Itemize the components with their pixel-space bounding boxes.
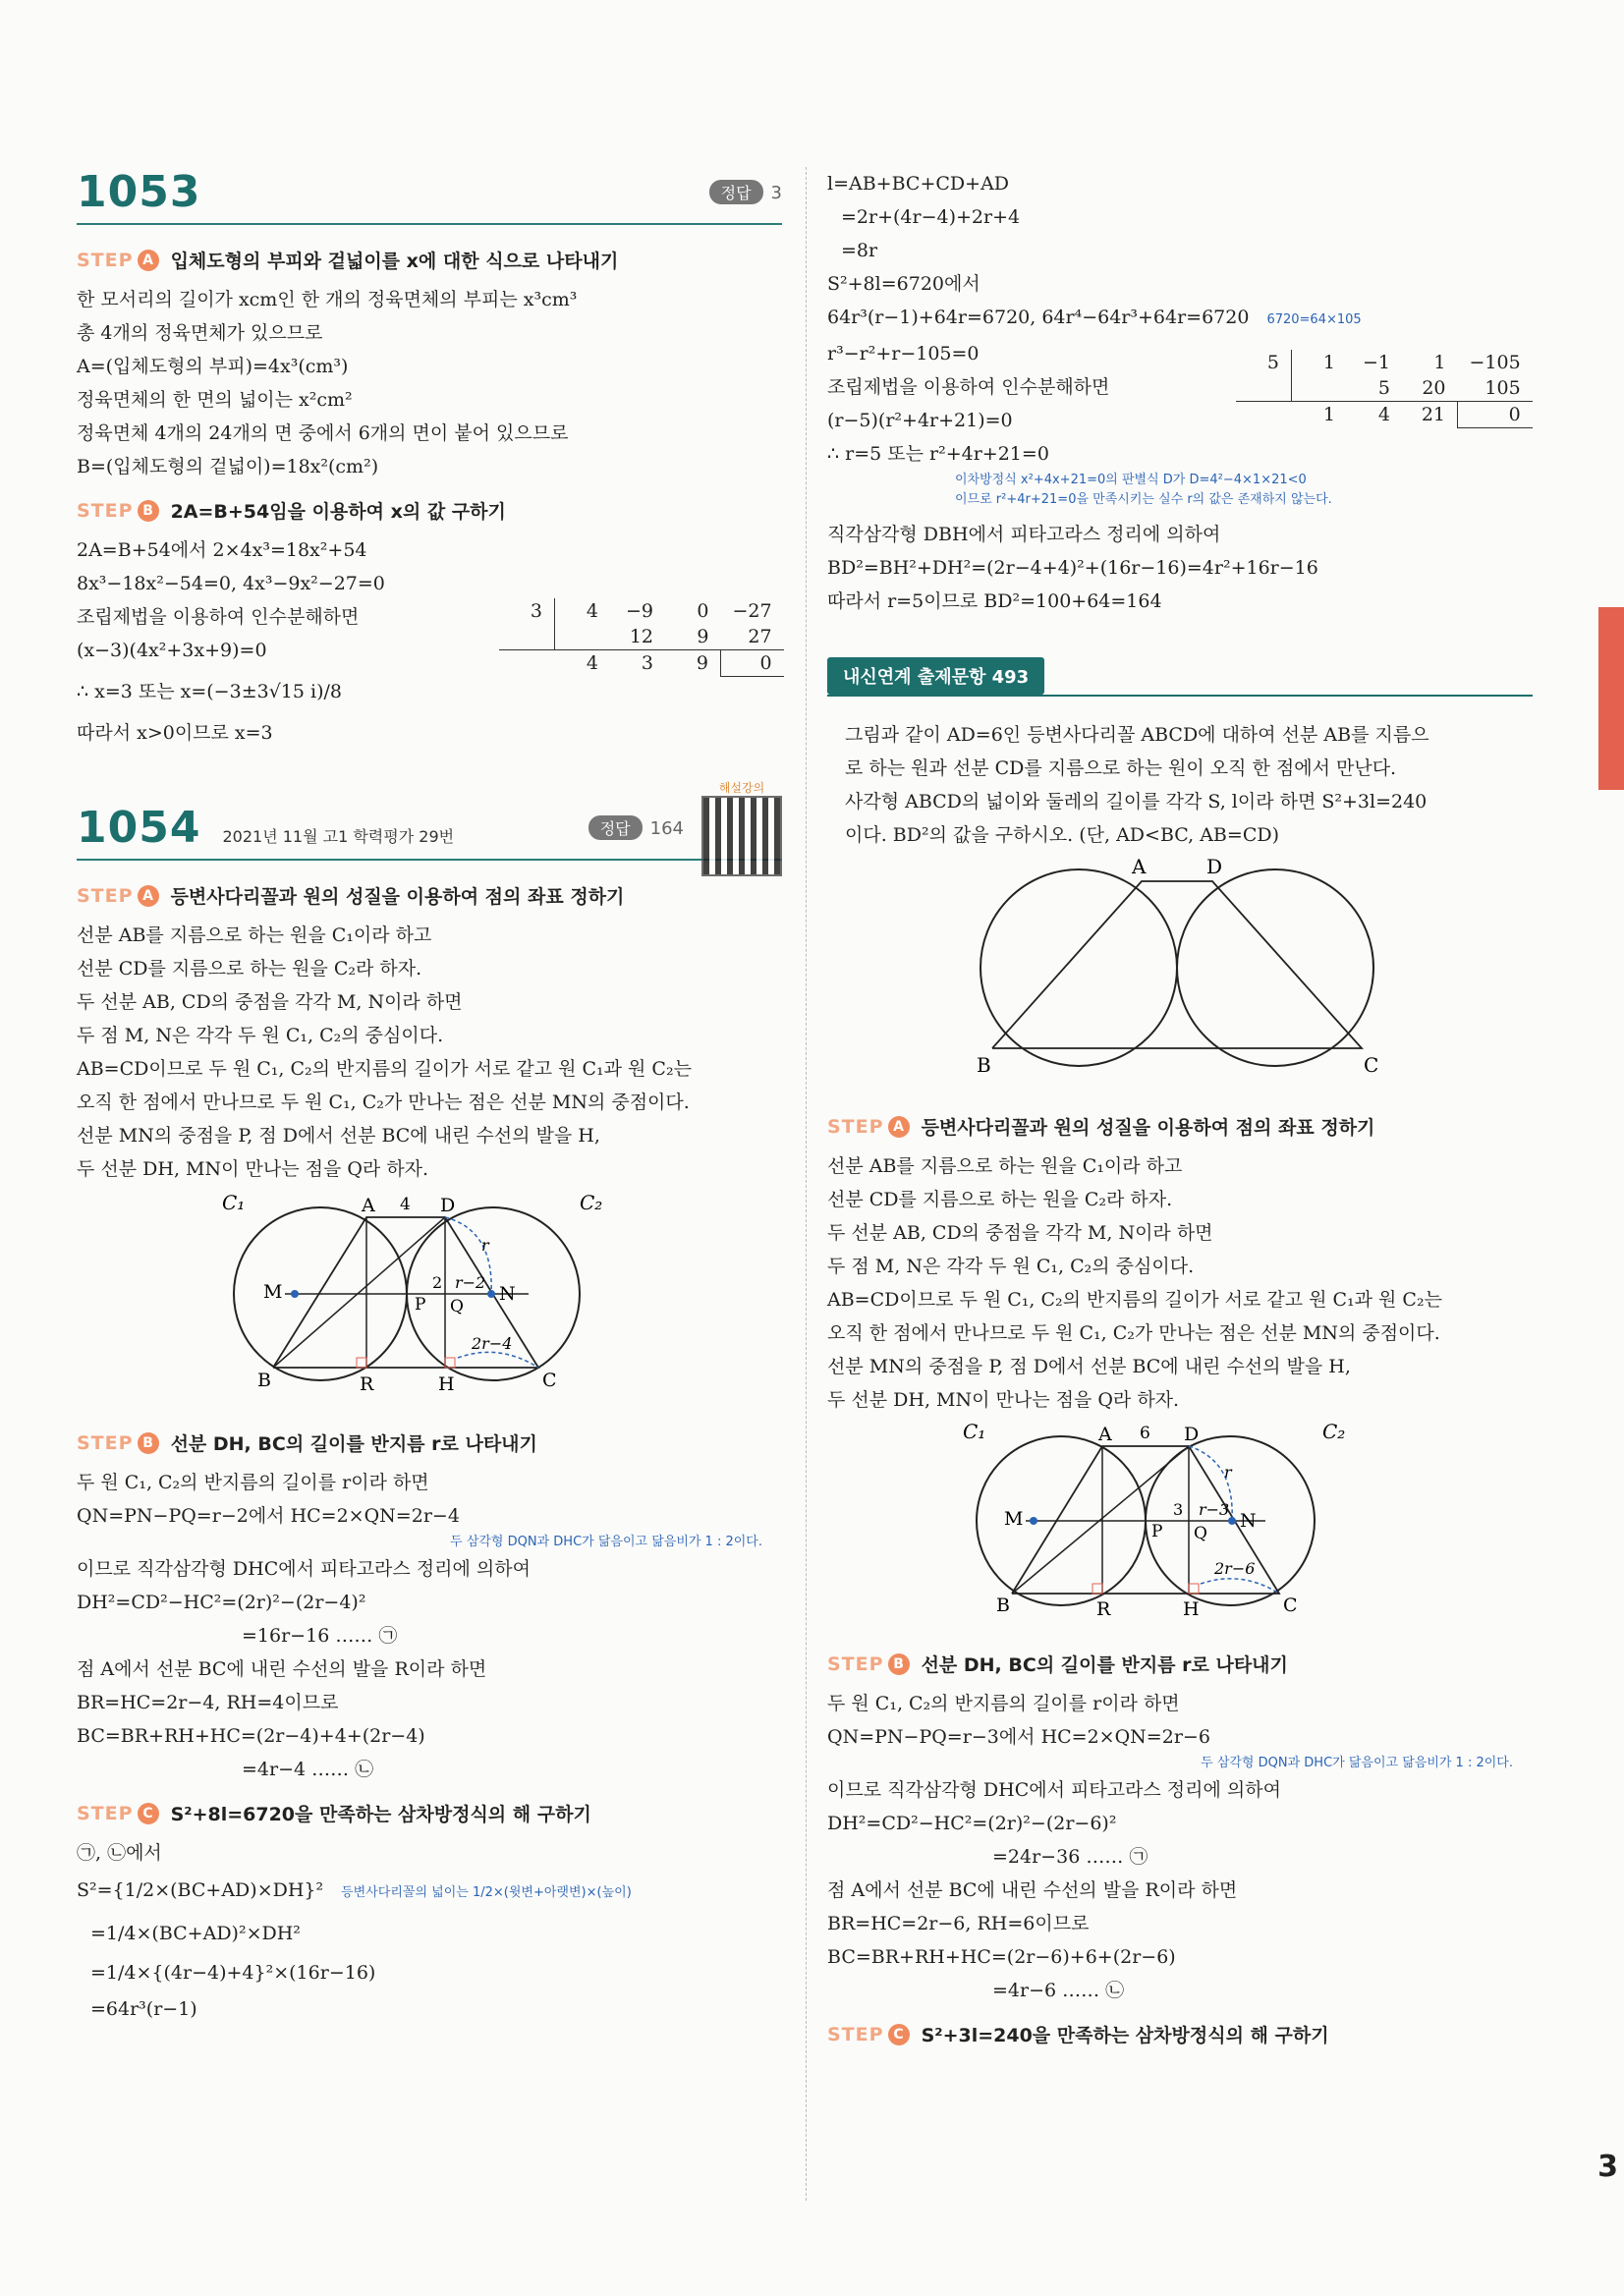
solution-line: 선분 CD를 지름으로 하는 원을 C₂라 하자. (827, 1189, 1173, 1210)
step-badge: A (138, 885, 159, 907)
synth-cell: 3 (641, 652, 653, 675)
solution-line: 두 원 C₁, C₂의 반지름의 길이를 r이라 하면 (827, 1693, 1180, 1714)
solution-line: BC=BR+RH+HC=(2r−6)+6+(2r−6) (827, 1946, 1176, 1968)
label-c: C (1283, 1595, 1298, 1616)
problem-1053-header (77, 167, 782, 225)
label-a: A (362, 1195, 375, 1216)
solution-line: 정육면체의 한 면의 넓이는 x²cm² (77, 389, 353, 411)
continuation-block (827, 167, 1533, 618)
label-h: H (1183, 1598, 1200, 1620)
side-note: 이므로 r²+4r+21=0을 만족시키는 실수 r의 값은 존재하지 않는다. (955, 492, 1332, 507)
synth-cell: 9 (697, 626, 709, 647)
answer-tag: 정답 (588, 815, 643, 840)
solution-line: AB=CD이므로 두 원 C₁, C₂의 반지름의 길이가 서로 같고 원 C₁과 원 C₂는 (77, 1058, 692, 1080)
label-d: D (440, 1195, 456, 1216)
label-n: N (1240, 1510, 1257, 1532)
point-n (487, 1290, 495, 1298)
label-b: B (977, 1053, 991, 1077)
solution-line-with-note (827, 301, 1533, 337)
solution-line: 조립제법을 이용하여 인수분해하면 (77, 606, 360, 628)
solution-line: 두 선분 AB, CD의 중점을 각각 M, N이라 하면 (827, 1222, 1213, 1244)
circle-cd (1177, 869, 1373, 1066)
solution-line: 오직 한 점에서 만나므로 두 원 C₁, C₂가 만나는 점은 선분 MN의 중점이다. (827, 1322, 1440, 1344)
label-c: C (1364, 1053, 1379, 1077)
synth-cell: −27 (732, 600, 772, 622)
label-c1: C₁ (963, 1420, 986, 1443)
step-title: 선분 DH, BC의 길이를 반지름 r로 나타내기 (170, 1433, 537, 1455)
solution-line: 점 A에서 선분 BC에 내린 수선의 발을 R이라 하면 (827, 1879, 1238, 1901)
solution-line: B=(입체도형의 겉넓이)=18x²(cm²) (77, 456, 379, 477)
solution-line: 선분 AB를 지름으로 하는 원을 C₁이라 하고 (77, 924, 432, 946)
label-radius: r (1224, 1463, 1232, 1482)
right-angle-r (357, 1358, 366, 1368)
answer-value: 3 (770, 183, 782, 203)
step-a-heading (827, 1113, 1533, 1140)
solution-line: =64r³(r−1) (90, 1998, 197, 2020)
step-title: 입체도형의 부피와 겉넓이를 x에 대한 식으로 나타내기 (170, 251, 619, 272)
label-ad-length: 4 (400, 1195, 411, 1214)
point-m (1030, 1517, 1037, 1525)
label-d: D (1206, 855, 1223, 878)
label-qn-length: r−3 (1199, 1500, 1230, 1519)
label-a: A (1132, 855, 1147, 878)
synthetic-division-1053 (499, 598, 784, 677)
answer (709, 180, 782, 204)
step-badge: B (888, 1653, 910, 1675)
answer (588, 815, 684, 840)
step-title: 등변사다리꼴과 원의 성질을 이용하여 점의 좌표 정하기 (921, 1117, 1375, 1139)
label-ad-length: 6 (1140, 1424, 1150, 1443)
solution-line-with-note (77, 1870, 782, 1914)
synth-cell: 105 (1484, 377, 1521, 399)
solution-line: 두 원 C₁, C₂의 반지름의 길이를 r이라 하면 (77, 1472, 429, 1493)
solution-line: 오직 한 점에서 만나므로 두 원 C₁, C₂가 만나는 점은 선분 MN의 중점이다. (77, 1092, 690, 1113)
question-line: 그림과 같이 AD=6인 등변사다리꼴 ABCD에 대하여 선분 AB를 지름으 (845, 724, 1429, 746)
solution-line: 따라서 x>0이므로 x=3 (77, 722, 273, 744)
step-a-heading (77, 247, 782, 273)
label-r: R (360, 1373, 374, 1395)
synthetic-division-1054 (1236, 350, 1533, 428)
solution-line: DH²=CD²−HC²=(2r)²−(2r−6)² (827, 1813, 1117, 1834)
solution-line: =1/4×(BC+AD)²×DH² (90, 1923, 301, 1944)
column-divider (806, 167, 807, 2201)
solution-line: l=AB+BC+CD+AD (827, 173, 1010, 195)
solution-line: 따라서 r=5이므로 BD²=100+64=164 (827, 590, 1162, 612)
label-c1: C₁ (222, 1191, 246, 1214)
label-pq-length: 2 (432, 1273, 443, 1292)
solution-line: QN=PN−PQ=r−3에서 HC=2×QN=2r−6 (827, 1726, 1210, 1748)
solution-line: 선분 MN의 중점을 P, 점 D에서 선분 BC에 내린 수선의 발을 H, (77, 1125, 600, 1147)
question-line: 사각형 ABCD의 넓이와 둘레의 길이를 각각 S, l이라 하면 S²+3l=240 (845, 791, 1428, 812)
solution-line: 두 선분 DH, MN이 만나는 점을 Q라 하자. (77, 1158, 429, 1180)
solution-line: 이므로 직각삼각형 DHC에서 피타고라스 정리에 의하여 (827, 1779, 1281, 1801)
label-q: Q (1194, 1524, 1207, 1543)
synth-root: 5 (1236, 350, 1292, 375)
label-hc-length: 2r−6 (1214, 1559, 1256, 1578)
synth-cell: 1 (1433, 352, 1446, 373)
solution-line: A=(입체도형의 부피)=4x³(cm³) (77, 356, 349, 377)
synth-cell: −105 (1469, 352, 1521, 373)
solution-line: QN=PN−PQ=r−2에서 HC=2×QN=2r−4 (77, 1505, 460, 1527)
step-label: STEP (827, 2023, 884, 2045)
solution-line: =1/4×{(4r−4)+4}²×(16r−16) (90, 1962, 376, 1984)
synth-cell: 4 (586, 600, 598, 622)
solution-line: =16r−16 …… ㉠ (242, 1625, 398, 1647)
synth-cell: −1 (1362, 352, 1390, 373)
synth-cell: 0 (721, 650, 784, 677)
step-c-heading (827, 2021, 1533, 2047)
solution-line: S²={1/2×(BC+AD)×DH}² (77, 1879, 324, 1901)
step-b-body (77, 533, 782, 750)
step-title: 선분 DH, BC의 길이를 반지름 r로 나타내기 (921, 1654, 1288, 1676)
solution-line: 8x³−18x²−54=0, 4x³−9x²−27=0 (77, 573, 385, 594)
synth-cell: 0 (697, 600, 709, 622)
right-column (827, 167, 1533, 2057)
step-title: 2A=B+54임을 이용하여 x의 값 구하기 (170, 501, 506, 523)
right-angle-h (1189, 1584, 1199, 1594)
point-m (291, 1290, 299, 1298)
chapter-tab (1598, 607, 1624, 790)
solution-line: 선분 MN의 중점을 P, 점 D에서 선분 BC에 내린 수선의 발을 H, (827, 1356, 1351, 1377)
problem-source: 2021년 11월 고1 학력평가 29번 (222, 827, 455, 846)
synth-cell: 1 (1322, 352, 1335, 373)
step-a-heading (77, 882, 782, 909)
step-c-heading (77, 1800, 782, 1826)
label-p: P (1151, 1522, 1163, 1541)
solution-line: 이므로 직각삼각형 DHC에서 피타고라스 정리에 의하여 (77, 1558, 531, 1580)
solution-line: 정육면체 4개의 24개의 면 중에서 6개의 면이 붙어 있으므로 (77, 422, 569, 444)
qr-code-icon[interactable] (701, 796, 782, 876)
label-hc-length: 2r−4 (472, 1334, 513, 1353)
synth-cell: 0 (1458, 402, 1533, 428)
synth-cell (555, 624, 611, 650)
solution-line: BD²=BH²+DH²=(2r−4+4)²+(16r−16)=4r²+16r−16 (827, 557, 1318, 579)
synth-cell: 20 (1422, 377, 1446, 399)
solution-line: ㉠, ㉡에서 (77, 1842, 162, 1864)
solution-line: =8r (841, 240, 878, 261)
synth-cell (1292, 375, 1348, 402)
synth-cell: 9 (696, 652, 708, 675)
step-label: STEP (77, 499, 134, 522)
solution-line: 점 A에서 선분 BC에 내린 수선의 발을 R이라 하면 (77, 1658, 487, 1680)
label-p: P (415, 1295, 426, 1315)
solution-line: =4r−4 …… ㉡ (242, 1759, 374, 1780)
solution-line: 조립제법을 이용하여 인수분해하면 (827, 376, 1110, 398)
step-label: STEP (77, 1431, 134, 1454)
step-badge: A (138, 250, 159, 271)
right-angle-r (1092, 1584, 1102, 1594)
label-b: B (257, 1370, 271, 1391)
question-line: 이다. BD²의 값을 구하시오. (단, AD<BC, AB=CD) (845, 824, 1279, 846)
side-note: 6720=64×105 (1266, 312, 1362, 327)
label-n: N (499, 1283, 516, 1305)
hc-arc (458, 1352, 538, 1368)
figure-related (955, 1417, 1368, 1633)
label-qn-length: r−2 (455, 1273, 486, 1292)
problem-number: 1054 (77, 803, 201, 853)
step-badge: A (888, 1116, 910, 1138)
label-d: D (1184, 1424, 1200, 1445)
solution-line: 선분 CD를 지름으로 하는 원을 C₂라 하자. (77, 958, 422, 980)
synth-cell: 5 (1377, 377, 1390, 399)
label-c2: C₂ (1322, 1420, 1346, 1443)
label-m: M (263, 1281, 283, 1303)
step-label: STEP (827, 1115, 884, 1138)
qr-label: 해설강의 (718, 781, 765, 795)
solution-line: =2r+(4r−4)+2r+4 (841, 206, 1021, 228)
solution-line: 직각삼각형 DBH에서 피타고라스 정리에 의하여 (827, 524, 1221, 545)
solution-line: =24r−36 …… ㉠ (992, 1846, 1148, 1868)
step-badge: C (138, 1803, 159, 1824)
solution-line: 두 선분 AB, CD의 중점을 각각 M, N이라 하면 (77, 991, 463, 1013)
step-title: 등변사다리꼴과 원의 성질을 이용하여 점의 좌표 정하기 (170, 886, 625, 908)
label-q: Q (450, 1297, 464, 1316)
synth-cell: 4 (1377, 404, 1390, 426)
answer-tag: 정답 (709, 180, 763, 204)
synth-cell: 12 (629, 626, 653, 647)
problem-number: 1053 (77, 167, 201, 217)
solution-line: 두 점 M, N은 각각 두 원 C₁, C₂의 중심이다. (77, 1025, 444, 1046)
synth-cell: −9 (625, 600, 653, 622)
left-column (77, 167, 782, 2026)
hc-arc (1201, 1579, 1279, 1594)
step-title: S²+8l=6720을 만족하는 삼차방정식의 해 구하기 (170, 1804, 591, 1825)
segment-bd (273, 1217, 445, 1368)
step-label: STEP (827, 1652, 884, 1675)
step-badge: B (138, 500, 159, 522)
synth-cell: 4 (586, 652, 598, 675)
label-h: H (438, 1373, 455, 1395)
synth-cell: 1 (1322, 404, 1335, 426)
side-note: 두 삼각형 DQN과 DHC가 닮음이고 닮음비가 1 : 2이다. (1201, 1756, 1513, 1770)
question-line: 로 하는 원과 선분 CD를 지름으로 하는 원이 오직 한 점에서 만난다. (845, 757, 1397, 779)
label-r: R (1096, 1598, 1111, 1620)
lecture-qr[interactable] (701, 779, 782, 876)
solution-line: DH²=CD²−HC²=(2r)²−(2r−4)² (77, 1592, 366, 1613)
solution-line: ∴ x=3 또는 x=(−3±3√15 i)/8 (77, 681, 343, 702)
step-b-heading (77, 497, 782, 524)
solution-line: (x−3)(4x²+3x+9)=0 (77, 640, 267, 661)
related-problem-bar (827, 657, 1533, 697)
step-b-heading (827, 1651, 1533, 1677)
step-title: S²+3l=240을 만족하는 삼차방정식의 해 구하기 (921, 2025, 1329, 2046)
answer-value: 164 (649, 818, 684, 839)
problem-1054-header (77, 781, 782, 861)
label-b: B (996, 1595, 1010, 1616)
step-label: STEP (77, 884, 134, 907)
solution-line: 총 4개의 정육면체가 있으므로 (77, 322, 323, 344)
synth-cell: 21 (1421, 404, 1445, 426)
solution-line: 두 선분 DH, MN이 만나는 점을 Q라 하자. (827, 1389, 1180, 1411)
question-figure (955, 852, 1407, 1088)
step-badge: B (138, 1432, 159, 1454)
solution-line: 선분 AB를 지름으로 하는 원을 C₁이라 하고 (827, 1155, 1183, 1177)
side-note: 두 삼각형 DQN과 DHC가 닮음이고 닮음비가 1 : 2이다. (450, 1535, 762, 1549)
side-note: 등변사다리꼴의 넓이는 1/2×(윗변+아랫변)×(높이) (341, 1885, 632, 1900)
synth-cell: 27 (748, 626, 772, 647)
solution-line: S²+8l=6720에서 (827, 273, 980, 295)
solution-line: BC=BR+RH+HC=(2r−4)+4+(2r−4) (77, 1725, 425, 1747)
solution-line: AB=CD이므로 두 원 C₁, C₂의 반지름의 길이가 서로 같고 원 C₁과 원 C₂는 (827, 1289, 1442, 1311)
label-radius: r (481, 1236, 489, 1255)
related-problem-title: 내신연계 출제문항 493 (827, 657, 1044, 695)
synth-root: 3 (499, 598, 555, 624)
figure-1054 (214, 1186, 627, 1412)
step-badge: C (888, 2024, 910, 2045)
solution-line: (r−5)(r²+4r+21)=0 (827, 410, 1013, 431)
side-note: 이차방정식 x²+4x+21=0의 판별식 D가 D=4²−4×1×21<0 (955, 473, 1307, 487)
solution-line: 2A=B+54에서 2×4x³=18x²+54 (77, 539, 367, 561)
step-label: STEP (77, 1802, 134, 1824)
label-c: C (542, 1370, 557, 1391)
step-label: STEP (77, 249, 134, 271)
step-b-heading (77, 1429, 782, 1456)
solution-line: 한 모서리의 길이가 xcm인 한 개의 정육면체의 부피는 x³cm³ (77, 289, 578, 310)
circle-ab (980, 869, 1177, 1066)
page-number: 3 (1597, 2150, 1618, 2184)
solution-line: BR=HC=2r−4, RH=4이므로 (77, 1692, 339, 1713)
solution-line: 64r³(r−1)+64r=6720, 64r⁴−64r³+64r=6720 (827, 307, 1250, 328)
solution-line: BR=HC=2r−6, RH=6이므로 (827, 1913, 1090, 1934)
solution-line: ∴ r=5 또는 r²+4r+21=0 (827, 443, 1049, 465)
label-c2: C₂ (580, 1191, 603, 1214)
label-a: A (1098, 1424, 1112, 1445)
solution-line: 두 점 M, N은 각각 두 원 C₁, C₂의 중심이다. (827, 1256, 1195, 1277)
label-pq-length: 3 (1173, 1500, 1184, 1519)
solution-line: r³−r²+r−105=0 (827, 343, 980, 364)
solution-line: =4r−6 …… ㉡ (992, 1980, 1125, 2001)
label-m: M (1004, 1508, 1024, 1530)
